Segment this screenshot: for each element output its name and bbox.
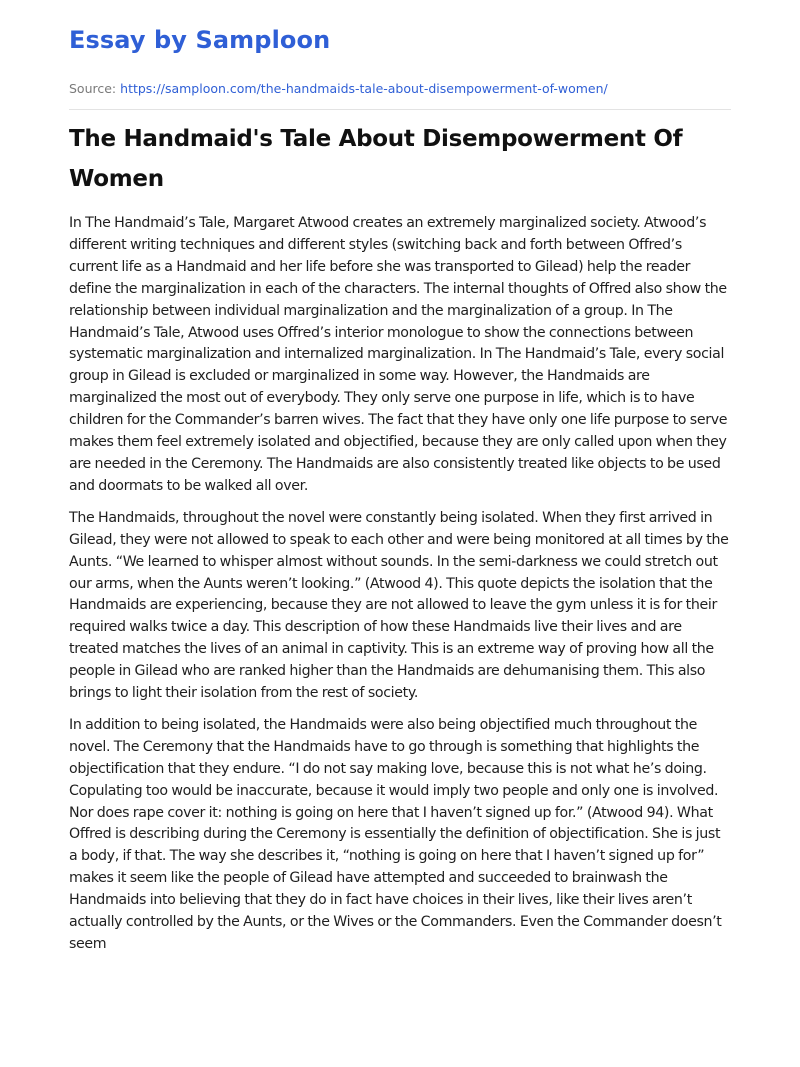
source-link[interactable]: https://samploon.com/the-handmaids-tale-about-disempowerment-of-women/ xyxy=(120,81,608,96)
header-divider xyxy=(69,109,731,110)
site-brand[interactable]: Essay by Samploon xyxy=(69,26,331,54)
source-label: Source: xyxy=(69,81,117,96)
source-line xyxy=(69,81,608,96)
essay-body xyxy=(69,213,731,966)
essay-paragraph: In addition to being isolated, the Handmaids were also being objectified much throughout the novel. The Ceremony that the Handmaids have to go through is something that highlights the objectification that they endure. “I do not say making love, because this is not what he’s doing. Copulating too would be inaccurate, because it would imply two people and only one is involved. Nor does rape cover it: nothing is going on here that I haven’t signed up for.” (Atwood 94). What Offred is describing during the Ceremony is essentially the definition of objectification. She is just a body, if that. The way she describes it, “nothing is going on here that I haven’t signed up for” makes it seem like the people of Gilead have attempted and succeeded to brainwash the Handmaids into believing that they do in fact have choices in their lives, like their lives aren’t actually controlled by the Aunts, or the Wives or the Commanders. Even the Commander doesn’t seem xyxy=(69,716,722,952)
essay-paragraph: The Handmaids, throughout the novel were constantly being isolated. When they first arrived in Gilead, they were not allowed to speak to each other and were being monitored at all times by the Aunts. “We learned to whisper almost without sounds. In the semi-darkness we could stretch out our arms, when the Aunts weren’t looking.” (Atwood 4). This quote depicts the isolation that the Handmaids are experiencing, because they are not allowed to leave the gym unless it is for their required walks twice a day. This description of how these Handmaids live their lives and are treated matches the lives of an animal in captivity. This is an extreme way of proving how all the people in Gilead who are ranked higher than the Handmaids are dehumanising them. This also brings to light their isolation from the rest of society. xyxy=(69,509,729,702)
essay-paragraph: In The Handmaid’s Tale, Margaret Atwood creates an extremely marginalized society. Atwood’s different writing techniques and different styles (switching back and forth between Offred’s current life as a Handmaid and her life before she was transported to Gilead) help the reader define the marginalization in each of the characters. The internal thoughts of Offred also show the relationship between individual marginalization and the marginalization of a group. In The Handmaid’s Tale, Atwood uses Offred’s interior monologue to show the connections between systematic marginalization and internalized marginalization. In The Handmaid’s Tale, every social group in Gilead is excluded or marginalized in some way. However, the Handmaids are marginalized the most out of everybody. They only serve one purpose in life, which is to have children for the Commander’s barren wives. The fact that they have only one life purpose to serve makes them feel extremely isolated and objectified, because they are only called upon when they are needed in the Ceremony. The Handmaids are also consistently treated like objects to be used and doormats to be walked all over. xyxy=(69,215,728,494)
essay-title: The Handmaid's Tale About Disempowerment Of Women xyxy=(69,126,683,192)
